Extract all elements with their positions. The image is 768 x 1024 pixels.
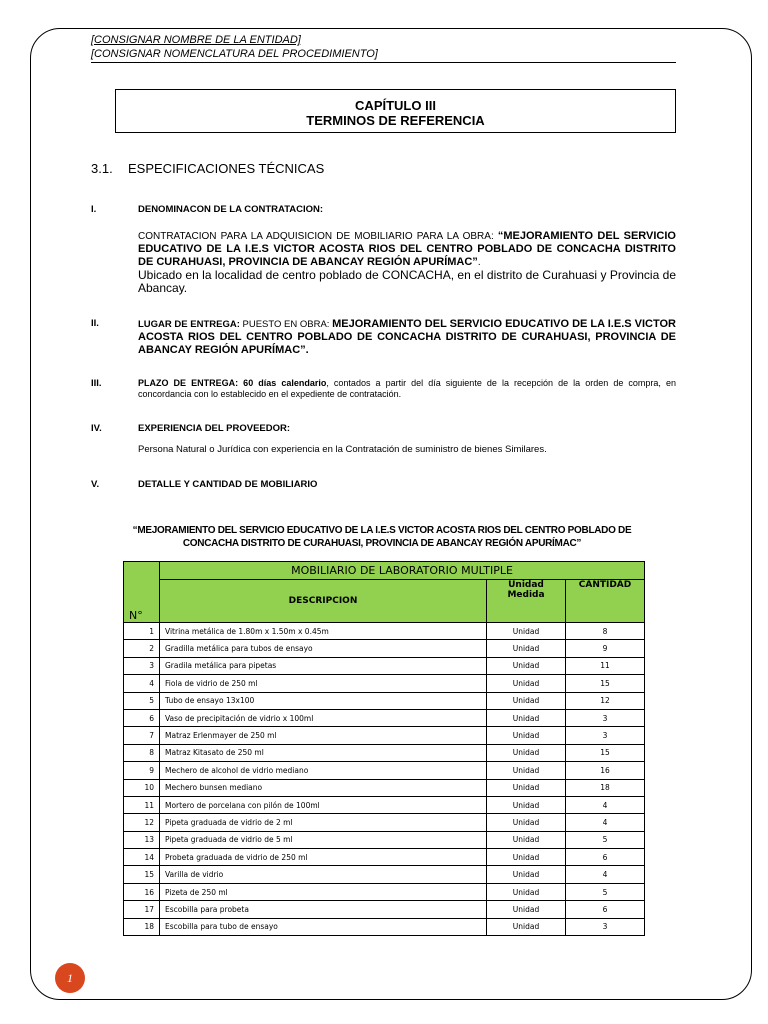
table-row — [124, 675, 645, 692]
item-text: Persona Natural o Jurídica con experiencia en la Contratación de suministro de bienes Similares. — [138, 444, 547, 455]
table-row — [124, 623, 645, 640]
row-quantity: 6 — [566, 849, 645, 866]
row-description: Vitrina metálica de 1.80m x 1.50m x 0.45m — [160, 623, 487, 640]
table-row — [124, 866, 645, 883]
chapter-box — [115, 89, 676, 133]
item-label: PLAZO DE ENTREGA: — [138, 378, 239, 388]
item-plazo — [91, 378, 676, 400]
table-row — [124, 831, 645, 848]
place-text: PUESTO EN OBRA: — [239, 319, 333, 330]
item-number: IV. — [91, 423, 102, 434]
section-number: 3.1. — [91, 161, 113, 176]
project-name: MEJORAMIENTO DEL SERVICIO EDUCATIVO DE LA I.E.S VICTOR ACOSTA RIOS DEL CENTRO POBLADO DE CONCACHA DISTRITO DE CURAHUASI, PROVINCIA DE ABANCAY REGIÓN APURÍMAC”. — [138, 318, 676, 356]
table-row — [124, 727, 645, 744]
desc-header: DESCRIPCION — [160, 580, 487, 623]
table-row — [124, 762, 645, 779]
item-denominacion — [91, 204, 676, 295]
qty-header: CANTIDAD — [566, 580, 645, 623]
row-description: Pipeta graduada de vidrio de 2 ml — [160, 814, 487, 831]
row-quantity: 6 — [566, 901, 645, 918]
row-quantity: 4 — [566, 866, 645, 883]
table-project-title: “MEJORAMIENTO DEL SERVICIO EDUCATIVO DE LA I.E.S VICTOR ACOSTA RIOS DEL CENTRO POBLADO DE CONCACHA DISTRITO DE CURAHUASI, PROVINCIA DE ABANCAY REGIÓN APURÍMAC” — [132, 525, 632, 549]
table-row — [124, 901, 645, 918]
row-unit: Unidad — [487, 623, 566, 640]
row-number: 13 — [124, 831, 160, 848]
entity-placeholder: [CONSIGNAR NOMBRE DE LA ENTIDAD] — [91, 34, 301, 46]
row-quantity: 3 — [566, 918, 645, 935]
row-unit: Unidad — [487, 849, 566, 866]
item-number: II. — [91, 318, 99, 329]
row-unit: Unidad — [487, 692, 566, 709]
row-unit: Unidad — [487, 640, 566, 657]
row-description: Mechero de alcohol de vidrio mediano — [160, 762, 487, 779]
row-number: 10 — [124, 779, 160, 796]
period: . — [477, 257, 481, 268]
table-row — [124, 744, 645, 761]
row-number: 16 — [124, 883, 160, 900]
table-row — [124, 918, 645, 935]
table-caption: MOBILIARIO DE LABORATORIO MULTIPLE — [160, 562, 645, 580]
table-row — [124, 849, 645, 866]
row-number: 14 — [124, 849, 160, 866]
row-number: 4 — [124, 675, 160, 692]
row-number: 7 — [124, 727, 160, 744]
row-description: Tubo de ensayo 13x100 — [160, 692, 487, 709]
row-number: 1 — [124, 623, 160, 640]
row-number: 15 — [124, 866, 160, 883]
row-unit: Unidad — [487, 814, 566, 831]
row-number: 2 — [124, 640, 160, 657]
row-number: 3 — [124, 657, 160, 674]
row-quantity: 4 — [566, 796, 645, 813]
num-header-top — [124, 562, 160, 580]
row-quantity: 18 — [566, 779, 645, 796]
row-quantity: 4 — [566, 814, 645, 831]
item-experiencia — [91, 423, 676, 456]
table-row — [124, 883, 645, 900]
procedure-placeholder: [CONSIGNAR NOMENCLATURA DEL PROCEDIMIENTO] — [91, 47, 676, 63]
row-quantity: 3 — [566, 709, 645, 726]
row-quantity: 5 — [566, 831, 645, 848]
row-description: Pipeta graduada de vidrio de 5 ml — [160, 831, 487, 848]
chapter-subtitle: TERMINOS DE REFERENCIA — [306, 113, 485, 128]
row-number: 18 — [124, 918, 160, 935]
intro-text: CONTRATACION PARA LA ADQUISICION DE MOBILIARIO PARA LA OBRA: — [138, 231, 498, 242]
item-number: V. — [91, 479, 100, 490]
document-header — [91, 33, 676, 63]
row-number: 17 — [124, 901, 160, 918]
row-description: Pizeta de 250 ml — [160, 883, 487, 900]
item-detalle — [91, 479, 676, 491]
row-unit: Unidad — [487, 866, 566, 883]
table-row — [124, 657, 645, 674]
location-text: Ubicado en la localidad de centro poblado de CONCACHA, en el distrito de Curahuasi y Provincia de Abancay. — [138, 268, 676, 295]
item-number: III. — [91, 378, 102, 389]
row-description: Probeta graduada de vidrio de 250 ml — [160, 849, 487, 866]
item-number: I. — [91, 204, 97, 215]
row-number: 11 — [124, 796, 160, 813]
row-quantity: 16 — [566, 762, 645, 779]
table-row — [124, 796, 645, 813]
row-unit: Unidad — [487, 796, 566, 813]
delivery-text: , contados a partir del día siguiente de la recepción de la orden de compra, en concordancia con lo establecido en el expediente de contratación. — [138, 378, 676, 399]
row-unit: Unidad — [487, 883, 566, 900]
item-heading: DENOMINACON DE LA CONTRATACION: — [138, 204, 324, 215]
row-quantity: 11 — [566, 657, 645, 674]
row-unit: Unidad — [487, 744, 566, 761]
row-quantity: 15 — [566, 744, 645, 761]
row-number: 9 — [124, 762, 160, 779]
table-row — [124, 709, 645, 726]
row-quantity: 12 — [566, 692, 645, 709]
row-unit: Unidad — [487, 727, 566, 744]
row-description: Matraz Kitasato de 250 ml — [160, 744, 487, 761]
row-quantity: 5 — [566, 883, 645, 900]
num-header: N° — [124, 580, 160, 623]
section-title: ESPECIFICACIONES TÉCNICAS — [128, 161, 325, 176]
furniture-table — [123, 561, 645, 936]
row-quantity: 15 — [566, 675, 645, 692]
table-row — [124, 640, 645, 657]
row-description: Mortero de porcelana con pilón de 100ml — [160, 796, 487, 813]
page-number-badge: 1 — [55, 963, 85, 993]
item-heading: EXPERIENCIA DEL PROVEEDOR: — [138, 423, 291, 434]
item-lugar-entrega — [91, 318, 676, 357]
row-unit: Unidad — [487, 918, 566, 935]
chapter-title: CAPÍTULO III — [355, 98, 436, 113]
row-quantity: 8 — [566, 623, 645, 640]
table-row — [124, 814, 645, 831]
row-description: Escobilla para tubo de ensayo — [160, 918, 487, 935]
row-number: 8 — [124, 744, 160, 761]
row-quantity: 3 — [566, 727, 645, 744]
row-description: Gradilla metálica para tubos de ensayo — [160, 640, 487, 657]
row-unit: Unidad — [487, 901, 566, 918]
delivery-days: 60 días calendario — [238, 378, 327, 388]
section-heading — [91, 161, 324, 176]
row-unit: Unidad — [487, 779, 566, 796]
row-unit: Unidad — [487, 675, 566, 692]
row-number: 6 — [124, 709, 160, 726]
row-unit: Unidad — [487, 709, 566, 726]
row-description: Fiola de vidrio de 250 ml — [160, 675, 487, 692]
unit-header: Unidad Medida — [487, 580, 566, 623]
item-label: LUGAR DE ENTREGA: — [138, 319, 240, 330]
project-name: “MEJORAMIENTO DEL SERVICIO EDUCATIVO DE LA I.E.S VICTOR ACOSTA RIOS DEL CENTRO POBLADO DE CONCACHA DISTRITO DE CURAHUASI, PROVINCIA DE ABANCAY REGIÓN APURÍMAC” — [138, 230, 676, 268]
table-row — [124, 779, 645, 796]
row-quantity: 9 — [566, 640, 645, 657]
row-description: Mechero bunsen mediano — [160, 779, 487, 796]
item-text — [138, 230, 676, 269]
row-unit: Unidad — [487, 657, 566, 674]
row-description: Varilla de vidrio — [160, 866, 487, 883]
row-description: Escobilla para probeta — [160, 901, 487, 918]
table-row — [124, 692, 645, 709]
row-unit: Unidad — [487, 831, 566, 848]
row-unit: Unidad — [487, 762, 566, 779]
row-description: Matraz Erlenmayer de 250 ml — [160, 727, 487, 744]
row-description: Vaso de precipitación de vidrio x 100ml — [160, 709, 487, 726]
row-number: 12 — [124, 814, 160, 831]
item-heading: DETALLE Y CANTIDAD DE MOBILIARIO — [138, 479, 318, 490]
row-number: 5 — [124, 692, 160, 709]
row-description: Gradila metálica para pipetas — [160, 657, 487, 674]
